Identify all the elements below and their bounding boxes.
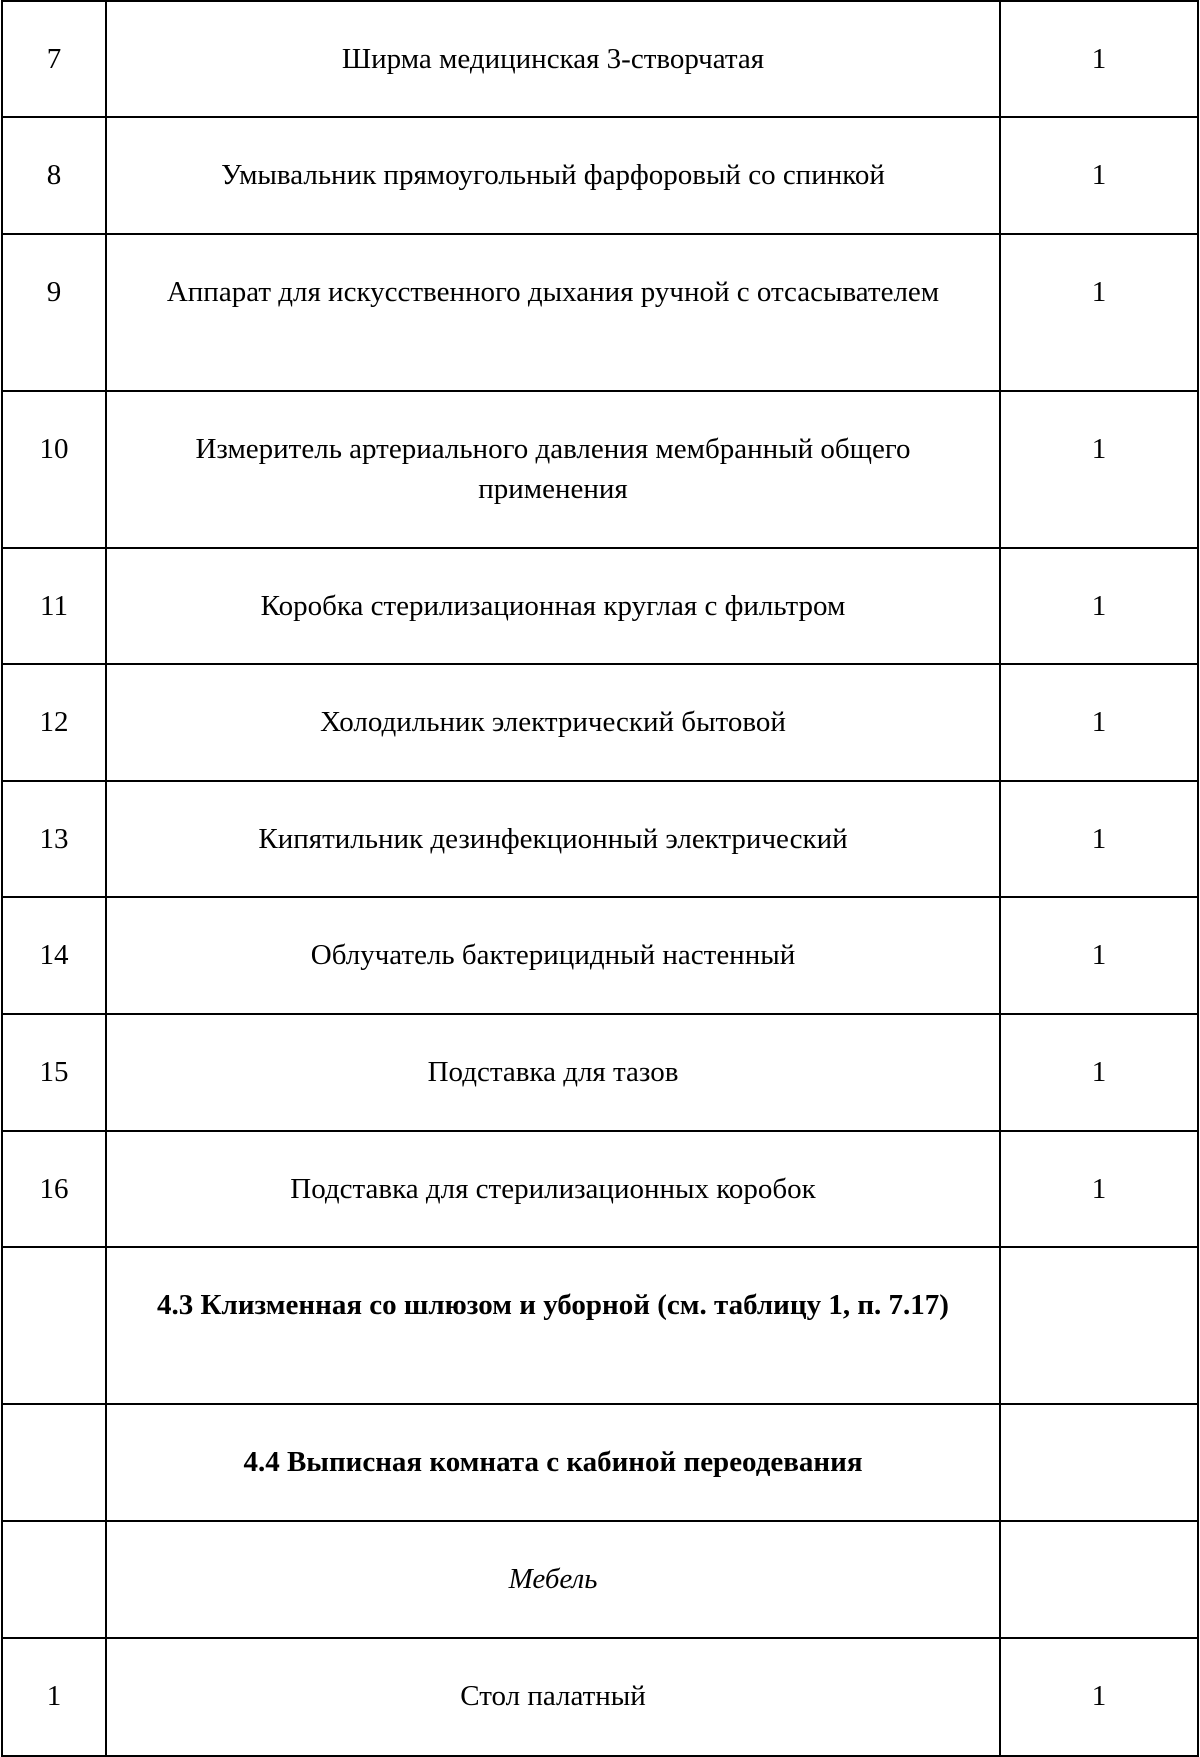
table-row [2,781,1198,897]
table-row [2,1638,1198,1756]
item-quantity: 1 [1000,1131,1198,1247]
row-number: 15 [2,1014,106,1131]
category-subheading: Мебель [106,1521,1000,1638]
row-number: 7 [2,1,106,117]
item-quantity: 1 [1000,117,1198,234]
row-number [2,1404,106,1521]
item-quantity: 1 [1000,1638,1198,1756]
row-number [2,1521,106,1638]
item-quantity: 1 [1000,391,1198,548]
table-row [2,391,1198,548]
table-row [2,897,1198,1014]
section-heading: 4.3 Клизменная со шлюзом и уборной (см. таблицу 1, п. 7.17) [106,1247,1000,1404]
equipment-table [1,0,1199,1757]
item-name: Подставка для стерилизационных коробок [106,1131,1000,1247]
item-name: Аппарат для искусственного дыхания ручной с отсасывателем [106,234,1000,391]
row-number [2,1247,106,1404]
section-row [2,1404,1198,1521]
item-name: Облучатель бактерицидный настенный [106,897,1000,1014]
row-number: 8 [2,117,106,234]
row-number: 14 [2,897,106,1014]
item-quantity: 1 [1000,234,1198,391]
item-name: Коробка стерилизационная круглая с фильтром [106,548,1000,664]
item-quantity: 1 [1000,781,1198,897]
item-name: Стол палатный [106,1638,1000,1756]
item-quantity [1000,1247,1198,1404]
table-row [2,1,1198,117]
row-number: 12 [2,664,106,781]
item-quantity: 1 [1000,548,1198,664]
table-row [2,117,1198,234]
item-name: Холодильник электрический бытовой [106,664,1000,781]
row-number: 16 [2,1131,106,1247]
item-quantity: 1 [1000,1,1198,117]
row-number: 10 [2,391,106,548]
section-row [2,1247,1198,1404]
table-row [2,548,1198,664]
item-name: Ширма медицинская 3-створчатая [106,1,1000,117]
row-number: 11 [2,548,106,664]
table-row [2,1014,1198,1131]
item-name: Подставка для тазов [106,1014,1000,1131]
row-number: 13 [2,781,106,897]
subheading-row [2,1521,1198,1638]
table-row [2,664,1198,781]
item-quantity [1000,1404,1198,1521]
table-row [2,1131,1198,1247]
item-quantity: 1 [1000,897,1198,1014]
item-name: Кипятильник дезинфекционный электрический [106,781,1000,897]
item-quantity [1000,1521,1198,1638]
item-quantity: 1 [1000,664,1198,781]
item-quantity: 1 [1000,1014,1198,1131]
item-name: Умывальник прямоугольный фарфоровый со спинкой [106,117,1000,234]
item-name: Измеритель артериального давления мембранный общего применения [106,391,1000,548]
section-heading: 4.4 Выписная комната с кабиной переодевания [106,1404,1000,1521]
row-number: 9 [2,234,106,391]
row-number: 1 [2,1638,106,1756]
table-row [2,234,1198,391]
